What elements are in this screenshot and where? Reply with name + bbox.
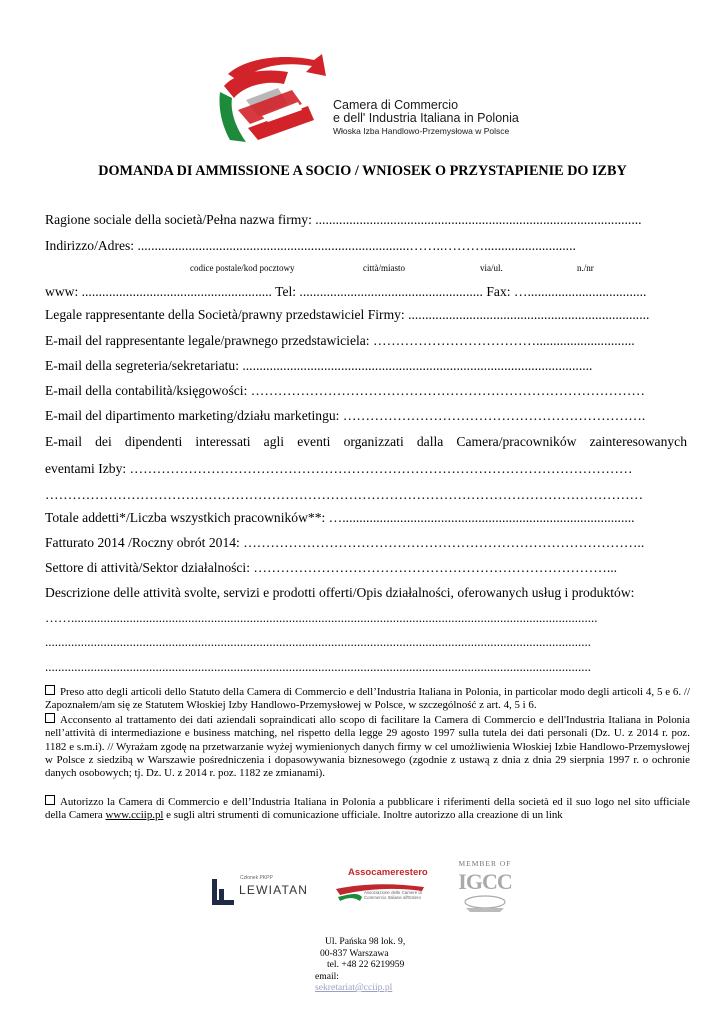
description-line-1[interactable]: …….................................................................................................................................................................. [45,610,598,625]
igcc-logo [452,859,518,914]
consent-publication [45,795,690,823]
description-line-3[interactable]: ........................................................................................................................................................................ [45,659,591,674]
employees-email-label: E-mail dei dipendenti interessati agli eventi organizzati dalla Camera/pracowników zainteresowanych [45,434,687,449]
organization-name [333,99,519,138]
www-tel-fax-field[interactable]: www: ........................................................ Tel: ...................................................... Fax: …................................... [45,284,647,299]
consent-publication-checkbox[interactable] [45,795,55,805]
igcc-name: IGCC [458,869,512,894]
website-link[interactable]: www.cciip.pl [105,809,164,822]
chamber-logo-icon [218,52,330,144]
consent-data-text: Acconsento al trattamento dei dati aziendali sopraindicati allo scopo di facilitare la Camera di Commercio e dell'Industria Italiana in Polonia nell’attività di intermediazione e business matching, nel rispetto della legge 29 agosto 1997 sulla tutela dei dati personali (Dz. U. z 2014 r. poz. 1182 e s.m.i). // Wyrażam zgodę na przetwarzanie wyżej wymienionych danych firmy w cel umożliwienia Włoskiej Izbie Handlowo-Przemysłowej w Polsce z siedzibą w Warszawie pośredniczenia i dopasowywania biznesowego (zgodnie z ustawą z dnia z dnia 29 sierpnia 1997 r. o ochronie danych osobowych; tj. Dz. U. z 2014 r. poz. 1182 ze zmianami). [45,714,690,780]
city-label: città/miasto [363,263,405,273]
legal-representative-field[interactable]: Legale rappresentante della Società/prawny przedstawiciel Firmy: ....................................................................... [45,307,650,322]
secretariat-email-field[interactable]: E-mail della segreteria/sekretariatu: ....................................................................................................... [45,358,593,373]
sector-field[interactable]: Settore di attività/Sektor działalności: ……………………………………………………………………... [45,560,618,575]
member-of-label: MEMBER OF [458,859,512,868]
lewiatan-member-text: Członek PKPP [240,875,273,881]
assocamerestero-description: Associazione delle Camere di Commercio Italiane all'Estero [364,890,422,900]
description-line-2[interactable]: ........................................................................................................................................................................ [45,634,591,649]
email-link[interactable]: sekretariat@cciip.pl [315,982,393,993]
consent-statute [45,685,690,713]
consent-publication-text-end: e sugli altri strumenti di comunicazione ufficiale. Inoltre autorizzo alla creazione di un link [163,809,563,822]
lewiatan-mark-icon [210,877,236,907]
employees-email-field[interactable]: eventami Izby: ………………………………………………………………………………………………… [45,461,633,476]
consent-publication-text: Autorizzo la Camera di Commercio e dell’Industria Italiana in Polonia a pubblicare i riferimenti della società ed il suo logo nel sito ufficiale della Camera [45,796,690,822]
email-label: email: [315,970,339,982]
street-label: via/ul. [480,263,503,273]
assocamerestero-logo [334,867,426,900]
address-field[interactable]: Indirizzo/Adres: ................................................................................……..………........................... [45,238,576,253]
address-sublabels [0,263,725,275]
activity-description-label: Descrizione delle attività svolte, servizi e prodotti offerti/Opis działalności, oferowanych usług i produktów: [45,585,635,600]
total-employees-field[interactable]: Totale addetti*/Liczba wszystkich pracowników**: …...................................................................................... [45,510,635,525]
consent-data-processing [45,713,690,780]
org-line-3: Włoska Izba Handlowo-Przemysłowa w Polsce [333,126,510,136]
address-city: 00-837 Warszawa [320,947,389,959]
lewiatan-name: LEWIATAN [239,883,309,897]
consent-statute-text: Preso atto degli articoli dello Statuto della Camera di Commercio e dell’Industria Italiana in Polonia, in particolar modo degli articoli 4, 5 e 6. // Zapoznałem/am się ze Statutem Włoskiej Izby Handlowo-Przemysłowej w Polsce, w szczególność z art. 4, 5 i 6. [45,686,690,712]
org-line-2: e dell' Industria Italiana in Polonia [333,111,519,125]
org-line-1: Camera di Commercio [333,98,459,112]
chamber-address [315,936,405,994]
postal-code-label: codice postale/kod pocztowy [190,263,295,273]
marketing-email-field[interactable]: E-mail del dipartimento marketing/działu marketingu: …………………………………………………………. [45,408,646,423]
page-title: DOMANDA DI AMMISSIONE A SOCIO / WNIOSEK O PRZYSTAPIENIE DO IZBY [98,163,627,179]
number-label: n./nr [577,263,594,273]
igcc-emblem-icon [452,894,518,914]
assocamerestero-swoosh-icon [334,881,426,903]
consent-data-checkbox[interactable] [45,713,55,723]
accounting-email-field[interactable]: E-mail della contabilità/księgowości: …………………………………………………………………………… [45,383,645,398]
company-name-field[interactable]: Ragione sociale della società/Pełna nazwa firmy: ................................................................................................ [45,212,642,227]
address-phone: tel. +48 22 6219959 [327,959,405,970]
legal-rep-email-field[interactable]: E-mail del rappresentante legale/prawnego przedstawiciela: ………………………………............................. [45,333,635,348]
assocamerestero-name: Assocamerestero [348,867,428,878]
address-street: Ul. Pańska 98 lok. 9, [325,936,406,947]
employees-email-extra-line[interactable]: …………………………………………………………………………………………………………………… [45,487,644,502]
turnover-field[interactable]: Fatturato 2014 /Roczny obrót 2014: …………………………………………………………………………….. [45,535,645,550]
header [218,52,518,144]
consent-statute-checkbox[interactable] [45,685,55,695]
partner-logos [0,855,725,925]
